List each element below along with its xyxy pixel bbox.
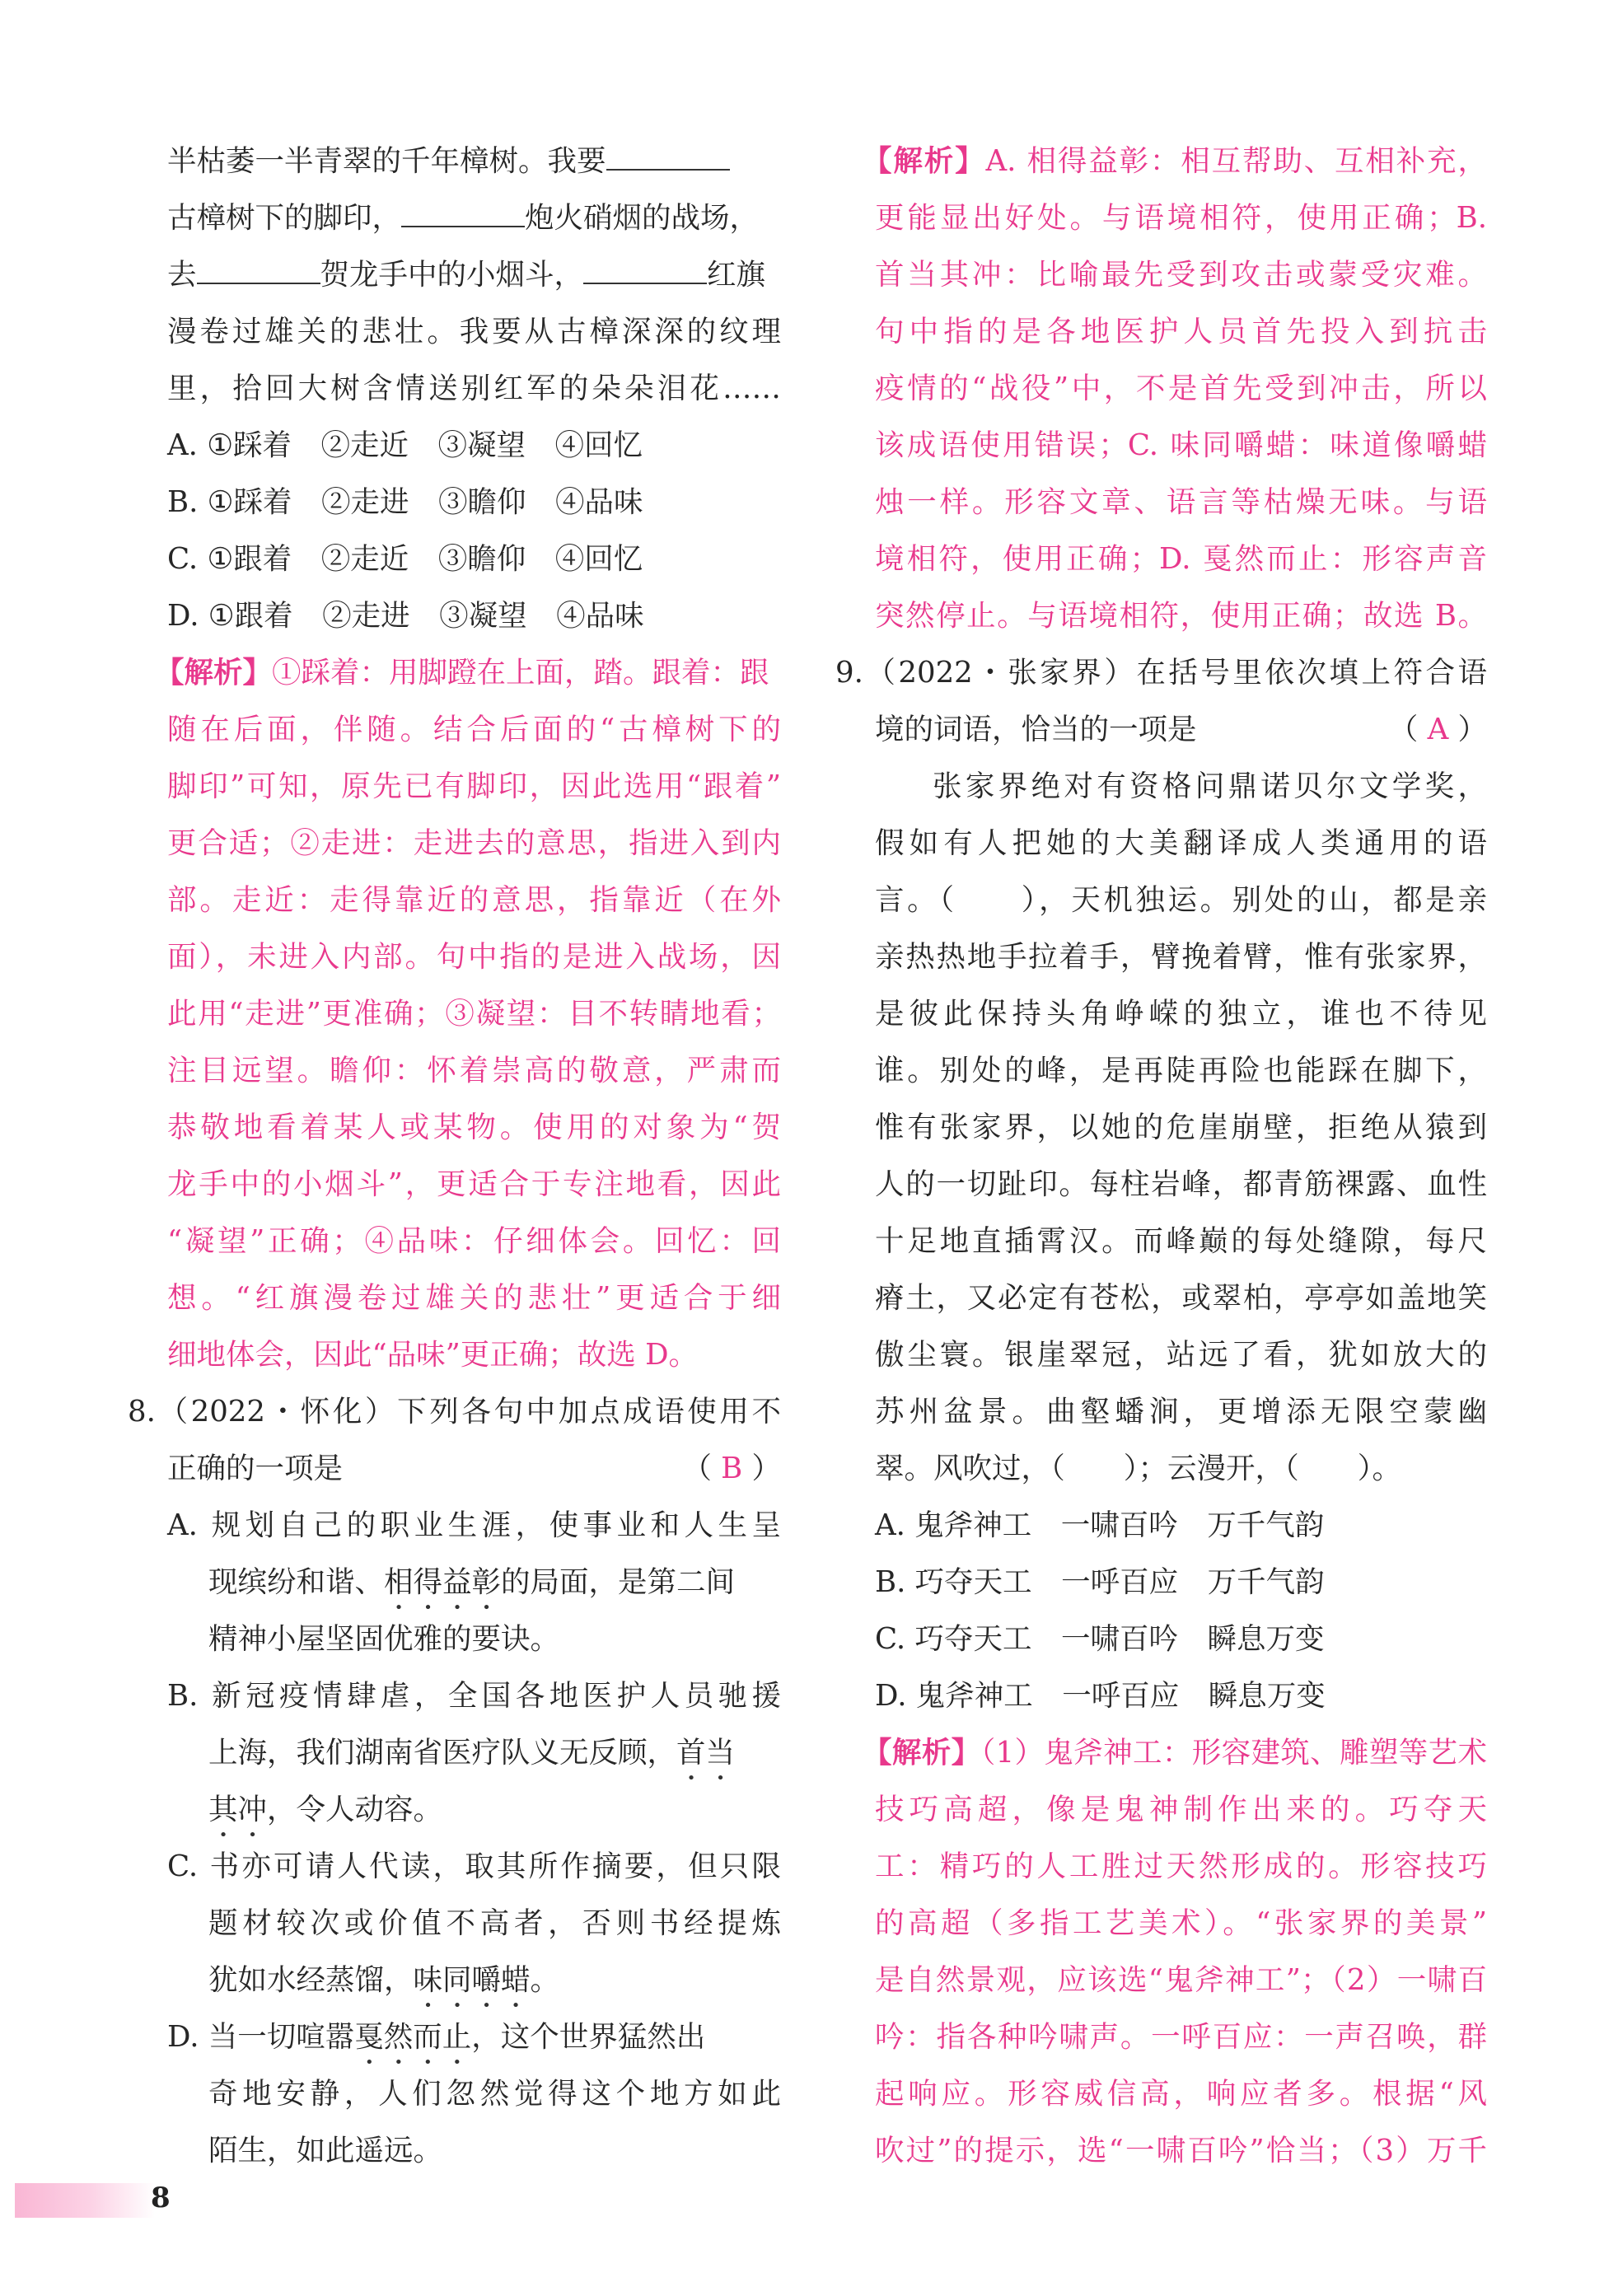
answer-letter: A	[1427, 713, 1449, 746]
passage-line: 漫卷过雄关的悲壮。我要从古樟深深的纹理	[167, 315, 781, 348]
passage-line: 古樟树下的脚印， 炮火硝烟的战场，	[167, 201, 760, 235]
fill-blank	[583, 258, 707, 284]
analysis-line: 更合适；②走进：走进去的意思，指进入到内	[167, 826, 781, 860]
analysis-line: “凝望”正确；④品味：仔细体会。回忆：回	[167, 1224, 781, 1258]
option-b: B. ①踩着 ②走进 ③瞻仰 ④品味	[167, 485, 643, 519]
option-c-line: 题材较次或价值不高者，否则书经提炼	[208, 1906, 781, 1940]
question-9-stem: 9.（2022・张家界）在括号里依次填上符合语	[835, 656, 1487, 690]
passage-line: 翠。风吹过，（ ）；云漫开，（ ）。	[875, 1452, 1402, 1485]
question-8-stem: 正确的一项是 （ B ）	[167, 1447, 781, 1490]
option-a-line: A. 规划自己的职业生涯，使事业和人生呈	[167, 1508, 781, 1542]
analysis-tag: 【解析】	[155, 656, 273, 690]
fill-blank	[401, 201, 525, 227]
option-a-line: 现缤纷和谐、相得益彰的局面，是第二间	[208, 1565, 736, 1599]
option-c-line: C. 书亦可请人代读，取其所作摘要，但只限	[167, 1849, 781, 1883]
analysis-line: 【解析】A. 相得益彰：相互帮助、互相补充，	[863, 144, 1487, 178]
option-d-line: D. 当一切喧嚣戛然而止，这个世界猛然出	[167, 2020, 706, 2054]
passage-line: 人的一切趾印。每柱岩峰，都青筋裸露、血性	[875, 1167, 1487, 1201]
passage-line: 瘠土，又必定有苍松，或翠柏，亭亭如盖地笑	[875, 1281, 1487, 1315]
option-c: C. ①跟着 ②走近 ③瞻仰 ④回忆	[167, 542, 643, 576]
dotted-idiom: 首当	[676, 1736, 736, 1770]
option-b-line: 其冲，令人动容。	[208, 1793, 443, 1826]
analysis-tag: 【解析】	[863, 144, 986, 178]
analysis-line: 疫情的“战役”中，不是首先受到冲击，所以	[875, 372, 1487, 405]
option-b-line: 上海，我们湖南省医疗队义无反顾，首当	[208, 1736, 736, 1770]
question-9-stem: 境的词语，恰当的一项是 （ A ）	[875, 708, 1487, 751]
analysis-line: 【解析】（1）鬼斧神工：形容建筑、雕塑等艺术	[863, 1736, 1487, 1770]
analysis-line: 细地体会，因此“品味”更正确；故选 D。	[167, 1338, 699, 1372]
analysis-line: 工：精巧的人工胜过天然形成的。形容技巧	[875, 1849, 1487, 1883]
option-a: A. ①踩着 ②走近 ③凝望 ④回忆	[167, 428, 643, 462]
analysis-line: 的高超（多指工艺美术）。“张家界的美景”	[875, 1906, 1487, 1940]
passage-line: 假如有人把她的大美翻译成人类通用的语	[875, 826, 1487, 860]
analysis-line: 注目远望。瞻仰：怀着崇高的敬意，严肃而	[167, 1054, 781, 1087]
passage-line: 傲尘寰。银崖翠冠，站远了看，犹如放大的	[875, 1338, 1487, 1372]
analysis-line: 龙手中的小烟斗”，更适合于专注地看，因此	[167, 1167, 781, 1201]
passage-line: 苏州盆景。曲壑蟠涧，更增添无限空蒙幽	[875, 1395, 1487, 1429]
analysis-line: 句中指的是各地医护人员首先投入到抗击	[875, 315, 1487, 348]
option-d: D. ①跟着 ②走进 ③凝望 ④品味	[167, 599, 644, 633]
passage-line: 是彼此保持头角峥嵘的独立，谁也不待见	[875, 997, 1487, 1031]
answer-letter: B	[721, 1452, 743, 1485]
analysis-line: 技巧高超，像是鬼神制作出来的。巧夺天	[875, 1793, 1487, 1826]
analysis-line: 更能显出好处。与语境相符，使用正确；B.	[875, 201, 1487, 235]
analysis-line: 起响应。形容威信高，响应者多。根据“风	[875, 2077, 1487, 2111]
analysis-line: 突然停止。与语境相符，使用正确；故选 B。	[875, 599, 1487, 633]
option-b: B. 巧夺天工 一呼百应 万千气韵	[875, 1565, 1325, 1599]
analysis-line: 想。“红旗漫卷过雄关的悲壮”更适合于细	[167, 1281, 781, 1315]
dotted-idiom: 味同嚼蜡	[413, 1963, 531, 1997]
passage-line: 亲热热地手拉着手，臂挽着臂，惟有张家界，	[875, 940, 1487, 974]
passage-line: 十足地直插霄汉。而峰巅的每处缝隙，每尺	[875, 1224, 1487, 1258]
analysis-line: 此用“走进”更准确；③凝望：目不转睛地看；	[167, 997, 781, 1031]
option-a: A. 鬼斧神工 一啸百吟 万千气韵	[875, 1508, 1325, 1542]
analysis-line: 烛一样。形容文章、语言等枯燥无味。与语	[875, 485, 1487, 519]
answer-bracket: （ A ）	[1388, 713, 1487, 746]
passage-line: 里，拾回大树含情送别红军的朵朵泪花……	[167, 372, 781, 405]
question-8-stem: 8.（2022・怀化）下列各句中加点成语使用不	[128, 1395, 781, 1429]
answer-bracket: （ B ）	[682, 1452, 781, 1485]
analysis-line: 部。走近：走得靠近的意思，指靠近（在外	[167, 883, 781, 917]
analysis-line: 面），未进入内部。句中指的是进入战场，因	[167, 940, 781, 974]
analysis-line: 恭敬地看着某人或某物。使用的对象为“贺	[167, 1111, 781, 1144]
option-d-line: 奇地安静，人们忽然觉得这个地方如此	[208, 2077, 781, 2111]
option-b-line: B. 新冠疫情肆虐，全国各地医护人员驰援	[167, 1679, 781, 1713]
fill-blank	[606, 144, 730, 171]
analysis-line: 吟：指各种吟啸声。一呼百应：一声召唤，群	[875, 2020, 1487, 2054]
passage-line: 半枯萎一半青翠的千年樟树。我要	[167, 140, 730, 183]
page-number: 8	[151, 2181, 171, 2214]
passage-line: 张家界绝对有资格问鼎诺贝尔文学奖，	[933, 769, 1487, 803]
dotted-idiom: 相得益彰	[384, 1565, 502, 1599]
analysis-line: 该成语使用错误；C. 味同嚼蜡：味道像嚼蜡	[875, 428, 1487, 462]
analysis-line: 首当其冲：比喻最先受到攻击或蒙受灾难。	[875, 258, 1487, 292]
analysis-line: 随在后面，伴随。结合后面的“古樟树下的	[167, 713, 781, 746]
analysis-line: 境相符，使用正确；D. 戛然而止：形容声音	[875, 542, 1487, 576]
option-a-line: 精神小屋坚固优雅的要诀。	[208, 1622, 560, 1656]
option-c-line: 犹如水经蒸馏，味同嚼蜡。	[208, 1963, 560, 1997]
analysis-line: 是自然景观，应该选“鬼斧神工”；（2）一啸百	[875, 1963, 1487, 1997]
option-c: C. 巧夺天工 一啸百吟 瞬息万变	[875, 1622, 1325, 1656]
analysis-line: 吹过”的提示，选“一啸百吟”恰当；（3）万千	[875, 2134, 1487, 2167]
dotted-idiom: 其冲	[208, 1793, 268, 1826]
fill-blank	[197, 258, 320, 284]
option-d: D. 鬼斧神工 一呼百应 瞬息万变	[875, 1679, 1326, 1713]
page-footer-band	[15, 2183, 155, 2218]
passage-line: 谁。别处的峰，是再陡再险也能踩在脚下，	[875, 1054, 1487, 1087]
dotted-idiom: 戛然而止	[354, 2020, 472, 2054]
analysis-line: 脚印”可知，原先已有脚印，因此选用“跟着”	[167, 769, 781, 803]
analysis-tag: 【解析】	[863, 1736, 981, 1770]
analysis-line: 【解析】①踩着：用脚蹬在上面，踏。跟着：跟	[155, 656, 769, 690]
option-d-line: 陌生，如此遥远。	[208, 2134, 443, 2167]
passage-line: 去 贺龙手中的小烟斗， 红旗	[167, 258, 766, 292]
passage-line: 言。（ ），天机独运。别处的山，都是亲	[875, 883, 1487, 917]
passage-line: 惟有张家界，以她的危崖崩壁，拒绝从猿到	[875, 1111, 1487, 1144]
